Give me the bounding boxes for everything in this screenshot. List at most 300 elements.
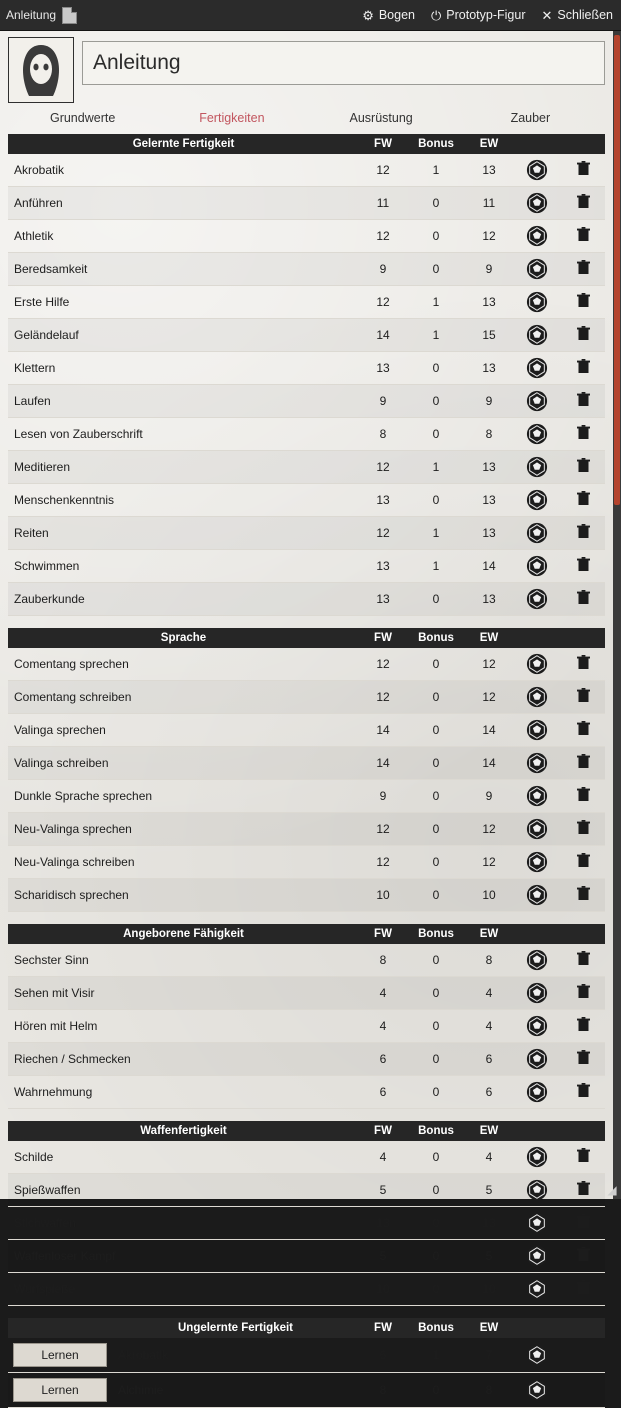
table-row bbox=[8, 418, 605, 451]
roll-cell[interactable] bbox=[513, 846, 561, 879]
delete-cell[interactable] bbox=[561, 1338, 605, 1373]
skill-fw: 12 bbox=[359, 517, 407, 550]
delete-icon[interactable] bbox=[576, 886, 590, 901]
skill-bonus: 0 bbox=[407, 1010, 465, 1043]
delete-cell[interactable] bbox=[561, 286, 605, 319]
skill-bonus: 1 bbox=[407, 319, 465, 352]
resize-handle[interactable]: ◢ bbox=[607, 1183, 617, 1197]
delete-icon[interactable] bbox=[576, 820, 590, 835]
roll-cell[interactable] bbox=[513, 1240, 561, 1273]
avatar[interactable] bbox=[8, 37, 74, 103]
delete-icon[interactable] bbox=[576, 1050, 590, 1065]
d20-die-icon[interactable] bbox=[526, 1081, 548, 1103]
d20-die-icon[interactable] bbox=[526, 555, 548, 577]
roll-cell[interactable] bbox=[513, 484, 561, 517]
table-row bbox=[8, 879, 605, 912]
skill-ew: 5 bbox=[465, 1174, 513, 1207]
delete-icon[interactable] bbox=[576, 425, 590, 440]
d20-die-icon[interactable] bbox=[526, 884, 548, 906]
d20-die-icon[interactable] bbox=[526, 357, 548, 379]
skill-bonus: 0 bbox=[407, 1141, 465, 1174]
delete-icon[interactable] bbox=[576, 1214, 590, 1229]
delete-cell[interactable] bbox=[561, 879, 605, 912]
skill-fw: 9 bbox=[359, 385, 407, 418]
table-row bbox=[8, 944, 605, 977]
d20-die-icon[interactable] bbox=[526, 258, 548, 280]
skill-ew: 13 bbox=[465, 517, 513, 550]
delete-icon[interactable] bbox=[576, 524, 590, 539]
roll-cell[interactable] bbox=[513, 944, 561, 977]
d20-die-icon[interactable] bbox=[526, 1048, 548, 1070]
delete-cell[interactable] bbox=[561, 1043, 605, 1076]
roll-cell[interactable] bbox=[513, 714, 561, 747]
skill-fw: 8 bbox=[359, 1373, 407, 1408]
roll-cell[interactable] bbox=[513, 747, 561, 780]
section-spacer bbox=[8, 912, 605, 924]
skill-fw: 9 bbox=[359, 780, 407, 813]
table-row bbox=[8, 550, 605, 583]
table-row bbox=[8, 1338, 605, 1373]
skill-ew: 11 bbox=[465, 187, 513, 220]
skill-bonus: 0 bbox=[407, 879, 465, 912]
skill-fw: 6 bbox=[359, 1043, 407, 1076]
bogen-button[interactable] bbox=[362, 8, 415, 22]
roll-cell[interactable] bbox=[513, 1174, 561, 1207]
d20-die-icon[interactable] bbox=[526, 456, 548, 478]
section-learn-header bbox=[8, 1318, 112, 1338]
skill-fw: 12 bbox=[359, 220, 407, 253]
delete-icon[interactable] bbox=[576, 688, 590, 703]
skill-bonus: 0 bbox=[407, 1043, 465, 1076]
skill-sections bbox=[0, 134, 613, 1408]
skill-name: Erste Hilfe bbox=[8, 286, 359, 319]
sheet-header bbox=[0, 31, 613, 103]
table-row bbox=[8, 1141, 605, 1174]
section-spacer bbox=[8, 1109, 605, 1121]
skill-fw: 12 bbox=[359, 681, 407, 714]
learn-button[interactable]: Lernen bbox=[13, 1378, 107, 1402]
col-delete bbox=[561, 1318, 605, 1338]
skill-fw: 5 bbox=[359, 1174, 407, 1207]
d20-die-icon[interactable] bbox=[526, 851, 548, 873]
roll-cell[interactable] bbox=[513, 1373, 561, 1408]
delete-cell[interactable] bbox=[561, 319, 605, 352]
d20-die-icon[interactable] bbox=[526, 949, 548, 971]
delete-cell[interactable] bbox=[561, 1141, 605, 1174]
skill-name: Dunkle Sprache sprechen bbox=[8, 780, 359, 813]
delete-cell[interactable] bbox=[561, 648, 605, 681]
delete-icon[interactable] bbox=[576, 590, 590, 605]
d20-die-icon[interactable] bbox=[526, 1179, 548, 1201]
skill-name: Stichwaffen bbox=[8, 1207, 359, 1240]
delete-cell[interactable] bbox=[561, 583, 605, 616]
delete-cell[interactable] bbox=[561, 681, 605, 714]
skill-name: Anführen bbox=[8, 187, 359, 220]
delete-icon[interactable] bbox=[576, 458, 590, 473]
roll-cell[interactable] bbox=[513, 187, 561, 220]
delete-icon[interactable] bbox=[576, 557, 590, 572]
roll-cell[interactable] bbox=[513, 1207, 561, 1240]
roll-cell[interactable] bbox=[513, 977, 561, 1010]
skill-ew: 4 bbox=[465, 1141, 513, 1174]
delete-cell[interactable] bbox=[561, 1207, 605, 1240]
d20-die-icon[interactable] bbox=[526, 982, 548, 1004]
skill-name: Geländelauf bbox=[8, 319, 359, 352]
d20-die-icon[interactable] bbox=[526, 752, 548, 774]
section-title: Ungelernte Fertigkeit bbox=[112, 1318, 359, 1338]
character-button[interactable] bbox=[431, 8, 526, 22]
skill-name: Sehen mit Visir bbox=[8, 977, 359, 1010]
skill-bonus: 1 bbox=[407, 154, 465, 187]
table-row bbox=[8, 1273, 605, 1306]
learn-button[interactable]: Lernen bbox=[13, 1343, 107, 1367]
skill-bonus: 0 bbox=[407, 1273, 465, 1306]
delete-icon[interactable] bbox=[576, 1181, 590, 1196]
roll-cell[interactable] bbox=[513, 319, 561, 352]
d20-die-icon[interactable] bbox=[526, 225, 548, 247]
tab-ausruestung[interactable]: Ausrüstung bbox=[349, 111, 413, 125]
d20-die-icon[interactable] bbox=[526, 1146, 548, 1168]
d20-die-icon[interactable] bbox=[526, 785, 548, 807]
skill-bonus: 0 bbox=[407, 385, 465, 418]
close-button[interactable] bbox=[542, 8, 614, 22]
skill-ew: 12 bbox=[465, 681, 513, 714]
d20-die-icon[interactable] bbox=[526, 1212, 548, 1234]
skill-ew: 14 bbox=[465, 550, 513, 583]
d20-die-icon[interactable] bbox=[526, 686, 548, 708]
table-row bbox=[8, 286, 605, 319]
document-icon[interactable] bbox=[62, 7, 77, 24]
delete-cell[interactable] bbox=[561, 517, 605, 550]
character-label: Prototyp-Figur bbox=[446, 8, 526, 22]
skill-bonus: 0 bbox=[407, 813, 465, 846]
roll-cell[interactable] bbox=[513, 648, 561, 681]
d20-die-icon[interactable] bbox=[526, 1245, 548, 1267]
delete-cell[interactable] bbox=[561, 451, 605, 484]
skill-table bbox=[8, 924, 605, 1109]
tab-zauber[interactable]: Zauber bbox=[510, 111, 551, 125]
title-bar bbox=[0, 0, 621, 31]
skill-ew: 8 bbox=[465, 944, 513, 977]
skill-table bbox=[8, 1318, 605, 1408]
d20-die-icon[interactable] bbox=[526, 423, 548, 445]
table-row bbox=[8, 187, 605, 220]
d20-die-icon[interactable] bbox=[526, 818, 548, 840]
delete-cell[interactable] bbox=[561, 846, 605, 879]
skill-bonus: 0 bbox=[407, 1373, 465, 1408]
roll-cell[interactable] bbox=[513, 418, 561, 451]
col-delete bbox=[561, 1121, 605, 1141]
roll-cell[interactable] bbox=[513, 385, 561, 418]
table-row bbox=[8, 352, 605, 385]
delete-cell[interactable] bbox=[561, 1373, 605, 1408]
d20-die-icon[interactable] bbox=[526, 192, 548, 214]
delete-icon[interactable] bbox=[576, 655, 590, 670]
skill-fw: 5 bbox=[359, 1240, 407, 1273]
skill-bonus: 0 bbox=[407, 1240, 465, 1273]
roll-cell[interactable] bbox=[513, 583, 561, 616]
d20-die-icon[interactable] bbox=[526, 1015, 548, 1037]
skill-name: Athletik bbox=[8, 220, 359, 253]
d20-die-icon[interactable] bbox=[526, 719, 548, 741]
skill-bonus: 0 bbox=[407, 681, 465, 714]
delete-icon[interactable] bbox=[576, 1247, 590, 1262]
roll-cell[interactable] bbox=[513, 1338, 561, 1373]
table-row bbox=[8, 385, 605, 418]
skill-ew: 8 bbox=[465, 418, 513, 451]
col-fw: FW bbox=[359, 134, 407, 154]
skill-name: Waffenloser Kampf bbox=[8, 1240, 359, 1273]
roll-cell[interactable] bbox=[513, 154, 561, 187]
d20-die-icon[interactable] bbox=[526, 1278, 548, 1300]
roll-cell[interactable] bbox=[513, 813, 561, 846]
scrollbar-thumb[interactable] bbox=[614, 35, 620, 505]
skill-ew: 4 bbox=[465, 977, 513, 1010]
skill-bonus: 0 bbox=[407, 352, 465, 385]
delete-icon[interactable] bbox=[576, 227, 590, 242]
skill-ew: 10 bbox=[465, 879, 513, 912]
skill-bonus: 0 bbox=[407, 418, 465, 451]
delete-cell[interactable] bbox=[561, 418, 605, 451]
delete-cell[interactable] bbox=[561, 484, 605, 517]
roll-cell[interactable] bbox=[513, 451, 561, 484]
col-delete bbox=[561, 628, 605, 648]
skill-bonus: 0 bbox=[407, 187, 465, 220]
delete-icon[interactable] bbox=[576, 194, 590, 209]
delete-icon[interactable] bbox=[576, 1148, 590, 1163]
skill-fw: 14 bbox=[359, 319, 407, 352]
delete-icon[interactable] bbox=[576, 359, 590, 374]
skill-ew: 8 bbox=[465, 1373, 513, 1408]
close-label: Schließen bbox=[557, 8, 613, 22]
delete-cell[interactable] bbox=[561, 352, 605, 385]
skill-fw: 14 bbox=[359, 714, 407, 747]
roll-cell[interactable] bbox=[513, 879, 561, 912]
skill-ew: 13 bbox=[465, 1207, 513, 1240]
skill-name: Meditieren bbox=[8, 451, 359, 484]
roll-cell[interactable] bbox=[513, 1141, 561, 1174]
delete-icon[interactable] bbox=[576, 326, 590, 341]
delete-cell[interactable] bbox=[561, 747, 605, 780]
roll-cell[interactable] bbox=[513, 220, 561, 253]
skill-bonus: 0 bbox=[407, 1174, 465, 1207]
skill-name: Spießwaffen bbox=[8, 1174, 359, 1207]
skill-fw: 6 bbox=[359, 1076, 407, 1109]
delete-cell[interactable] bbox=[561, 714, 605, 747]
delete-icon[interactable] bbox=[576, 1083, 590, 1098]
col-roll bbox=[513, 628, 561, 648]
table-row bbox=[8, 714, 605, 747]
section-title: Waffenfertigkeit bbox=[8, 1121, 359, 1141]
delete-cell[interactable] bbox=[561, 813, 605, 846]
delete-cell[interactable] bbox=[561, 220, 605, 253]
delete-icon[interactable] bbox=[576, 754, 590, 769]
skill-ew: 9 bbox=[465, 780, 513, 813]
roll-cell[interactable] bbox=[513, 1273, 561, 1306]
roll-cell[interactable] bbox=[513, 517, 561, 550]
skill-ew: 13 bbox=[465, 154, 513, 187]
skill-name: Akrobatik bbox=[8, 154, 359, 187]
delete-cell[interactable] bbox=[561, 1240, 605, 1273]
delete-cell[interactable] bbox=[561, 385, 605, 418]
skill-ew: 7 bbox=[465, 1338, 513, 1373]
user-icon: ⏻ bbox=[431, 7, 442, 23]
title-bar-actions bbox=[362, 8, 613, 22]
delete-cell[interactable] bbox=[561, 780, 605, 813]
section-title: Sprache bbox=[8, 628, 359, 648]
skill-ew: 13 bbox=[465, 451, 513, 484]
delete-icon[interactable] bbox=[576, 853, 590, 868]
tab-fertigkeiten[interactable]: Fertigkeiten bbox=[199, 111, 265, 125]
table-row bbox=[8, 1010, 605, 1043]
d20-die-icon[interactable] bbox=[526, 1344, 548, 1366]
skill-bonus: 1 bbox=[407, 286, 465, 319]
skill-ew: 6 bbox=[465, 1043, 513, 1076]
skill-fw: 13 bbox=[359, 583, 407, 616]
d20-die-icon[interactable] bbox=[526, 653, 548, 675]
col-ew: EW bbox=[465, 134, 513, 154]
skill-name: Riechen / Schmecken bbox=[8, 1043, 359, 1076]
d20-die-icon[interactable] bbox=[526, 324, 548, 346]
skill-table bbox=[8, 134, 605, 616]
delete-icon[interactable] bbox=[576, 1017, 590, 1032]
table-row bbox=[8, 220, 605, 253]
skill-bonus: 1 bbox=[407, 451, 465, 484]
skill-ew: 12 bbox=[465, 648, 513, 681]
delete-cell[interactable] bbox=[561, 253, 605, 286]
skill-fw: 10 bbox=[359, 1273, 407, 1306]
d20-die-icon[interactable] bbox=[526, 390, 548, 412]
delete-cell[interactable] bbox=[561, 1010, 605, 1043]
table-row bbox=[8, 1174, 605, 1207]
title-bar-left bbox=[6, 7, 77, 24]
d20-die-icon[interactable] bbox=[526, 489, 548, 511]
delete-icon[interactable] bbox=[576, 1280, 590, 1295]
delete-cell[interactable] bbox=[561, 1174, 605, 1207]
delete-cell[interactable] bbox=[561, 977, 605, 1010]
skill-fw: 12 bbox=[359, 154, 407, 187]
skill-name: Wurfspieße bbox=[8, 1273, 359, 1306]
page-scrollbar[interactable] bbox=[613, 31, 621, 1199]
delete-icon[interactable] bbox=[576, 392, 590, 407]
col-ew: EW bbox=[465, 924, 513, 944]
delete-cell[interactable] bbox=[561, 550, 605, 583]
skill-name: Laufen bbox=[8, 385, 359, 418]
skill-name: Schilde bbox=[8, 1141, 359, 1174]
skill-ew: 12 bbox=[465, 220, 513, 253]
skill-bonus: 0 bbox=[407, 484, 465, 517]
d20-die-icon[interactable] bbox=[526, 1379, 548, 1401]
delete-icon[interactable] bbox=[576, 161, 590, 176]
table-row bbox=[8, 1373, 605, 1408]
roll-cell[interactable] bbox=[513, 352, 561, 385]
delete-icon[interactable] bbox=[576, 721, 590, 736]
d20-die-icon[interactable] bbox=[526, 588, 548, 610]
col-delete bbox=[561, 134, 605, 154]
skill-ew: 12 bbox=[465, 846, 513, 879]
roll-cell[interactable] bbox=[513, 1076, 561, 1109]
skill-fw: 13 bbox=[359, 484, 407, 517]
skill-table bbox=[8, 1121, 605, 1306]
roll-cell[interactable] bbox=[513, 286, 561, 319]
skill-name: Lesen von Zauberschrift bbox=[8, 418, 359, 451]
skill-bonus: 0 bbox=[407, 220, 465, 253]
table-row bbox=[8, 583, 605, 616]
col-roll bbox=[513, 1121, 561, 1141]
skill-name: Alchimie bbox=[112, 1373, 359, 1408]
skill-fw: 13 bbox=[359, 1207, 407, 1240]
skill-name: Beredsamkeit bbox=[8, 253, 359, 286]
table-row bbox=[8, 319, 605, 352]
delete-cell[interactable] bbox=[561, 944, 605, 977]
col-bonus: Bonus bbox=[407, 1121, 465, 1141]
table-row bbox=[8, 648, 605, 681]
table-row bbox=[8, 977, 605, 1010]
skill-ew: 13 bbox=[465, 286, 513, 319]
section-title: Gelernte Fertigkeit bbox=[8, 134, 359, 154]
skill-fw: 13 bbox=[359, 352, 407, 385]
delete-icon[interactable] bbox=[576, 293, 590, 308]
section-spacer bbox=[8, 1306, 605, 1318]
skill-ew: 13 bbox=[465, 583, 513, 616]
skill-bonus: 0 bbox=[407, 1076, 465, 1109]
table-row bbox=[8, 681, 605, 714]
col-bonus: Bonus bbox=[407, 628, 465, 648]
roll-cell[interactable] bbox=[513, 253, 561, 286]
roll-cell[interactable] bbox=[513, 681, 561, 714]
learn-cell bbox=[8, 1338, 112, 1373]
skill-bonus: 1 bbox=[407, 1338, 465, 1373]
skill-name: Valinga sprechen bbox=[8, 714, 359, 747]
skill-fw: 12 bbox=[359, 648, 407, 681]
col-fw: FW bbox=[359, 628, 407, 648]
delete-cell[interactable] bbox=[561, 187, 605, 220]
skill-name: Scharidisch sprechen bbox=[8, 879, 359, 912]
col-bonus: Bonus bbox=[407, 1318, 465, 1338]
col-ew: EW bbox=[465, 1121, 513, 1141]
roll-cell[interactable] bbox=[513, 780, 561, 813]
character-name-field[interactable]: Anleitung bbox=[82, 41, 605, 85]
delete-icon[interactable] bbox=[576, 787, 590, 802]
table-row bbox=[8, 813, 605, 846]
delete-icon[interactable] bbox=[576, 984, 590, 999]
skill-fw: 4 bbox=[359, 1141, 407, 1174]
delete-cell[interactable] bbox=[561, 1273, 605, 1306]
delete-cell[interactable] bbox=[561, 154, 605, 187]
roll-cell[interactable] bbox=[513, 1010, 561, 1043]
delete-icon[interactable] bbox=[576, 260, 590, 275]
d20-die-icon[interactable] bbox=[526, 291, 548, 313]
learn-cell bbox=[8, 1373, 112, 1408]
delete-icon[interactable] bbox=[576, 491, 590, 506]
delete-cell[interactable] bbox=[561, 1076, 605, 1109]
table-row bbox=[8, 451, 605, 484]
delete-icon[interactable] bbox=[576, 951, 590, 966]
d20-die-icon[interactable] bbox=[526, 522, 548, 544]
col-bonus: Bonus bbox=[407, 134, 465, 154]
skill-name: Wahrnehmung bbox=[8, 1076, 359, 1109]
roll-cell[interactable] bbox=[513, 550, 561, 583]
col-fw: FW bbox=[359, 1121, 407, 1141]
d20-die-icon[interactable] bbox=[526, 159, 548, 181]
col-roll bbox=[513, 134, 561, 154]
tab-grundwerte[interactable]: Grundwerte bbox=[49, 111, 116, 125]
col-bonus: Bonus bbox=[407, 924, 465, 944]
skill-name: Schwimmen bbox=[8, 550, 359, 583]
roll-cell[interactable] bbox=[513, 1043, 561, 1076]
skill-name: Menschenkenntnis bbox=[8, 484, 359, 517]
skill-ew: 9 bbox=[465, 253, 513, 286]
